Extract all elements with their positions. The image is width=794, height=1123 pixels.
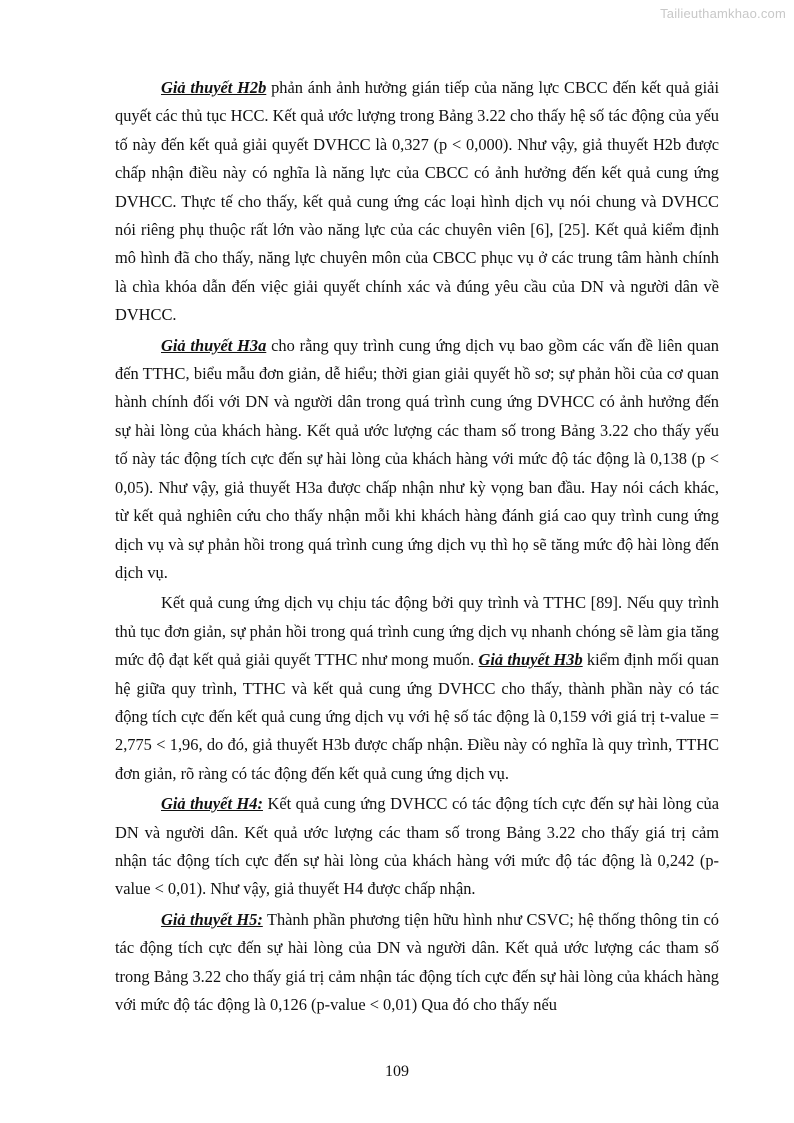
document-body: [115, 74, 719, 1021]
paragraph-body-text: kiểm định mối quan hệ giữa quy trình, TTHC và kết quả cung ứng DVHCC cho thấy, thành phần này có tác động tích cực đến kết quả cung ứng dịch vụ với hệ số tác động là 0,159 với giá trị t-value = 2,775 < 1,96, do đó, giả thuyết H3b được chấp nhận. Điều này có nghĩa là quy trình, TTHC đơn giản, rõ ràng có tác động đến kết quả cung ứng dịch vụ.: [115, 650, 719, 783]
paragraph-body-text: Kết quả cung ứng DVHCC có tác động tích cực đến sự hài lòng của DN và người dân. Kết quả ước lượng các tham số trong Bảng 3.22 cho thấy giá trị cảm nhận tác động tích cực đến sự hài lòng của khách hàng với mức độ tác động là 0,242 (p-value < 0,01). Như vậy, giả thuyết H4 được chấp nhận.: [115, 794, 719, 899]
paragraph-lead-text: Kết quả cung ứng dịch vụ chịu tác động bởi quy trình và TTHC [89]. Nếu quy trình thủ tục đơn giản, sự phản hồi trong quá trình cung ứng dịch vụ nhanh chóng sẽ làm gia tăng mức độ đạt kết quả giải quyết TTHC như mong muốn.: [115, 593, 719, 670]
watermark-text: Tailieuthamkhao.com: [660, 6, 786, 21]
paragraph-h3a: [115, 332, 719, 588]
hypothesis-label-h4: Giả thuyết H4:: [161, 794, 263, 814]
hypothesis-label-h3b: Giả thuyết H3b: [478, 650, 583, 670]
page-number: 109: [385, 1063, 409, 1080]
hypothesis-label-h3a: Giả thuyết H3a: [161, 335, 267, 355]
paragraph-h5: [115, 906, 719, 1020]
paragraph-body-text: cho rằng quy trình cung ứng dịch vụ bao gồm các vấn đề liên quan đến TTHC, biểu mẫu đơn giản, dễ hiểu; thời gian giải quyết hồ sơ; sự phản hồi của cơ quan hành chính đối với DN và người dân trong quá trình cung ứng DVHCC có ảnh hưởng đến sự hài lòng của khách hàng. Kết quả ước lượng các tham số trong Bảng 3.22 cho thấy yếu tố này tác động tích cực đến sự hài lòng của khách hàng với mức độ tác động là 0,138 (p < 0,05). Như vậy, giả thuyết H3a được chấp nhận như kỳ vọng ban đầu. Hay nói cách khác, từ kết quả nghiên cứu cho thấy nhận mỗi khi khách hàng đánh giá cao quy trình cung ứng dịch vụ và sự phản hồi trong quá trình cung ứng dịch vụ thì họ sẽ tăng mức độ hài lòng đến dịch vụ.: [115, 335, 720, 582]
paragraph-h3b: [115, 589, 719, 788]
hypothesis-label-h2b: Giả thuyết H2b: [161, 78, 267, 97]
paragraph-body-text: phản ánh ảnh hưởng gián tiếp của năng lực CBCC đến kết quả giải quyết các thủ tục HCC. Kết quả ước lượng trong Bảng 3.22 cho thấy hệ số tác động của yếu tố này đến kết quả giải quyết DVHCC là 0,327 (p < 0,000). Như vậy, giả thuyết H2b được chấp nhận điều này có nghĩa là năng lực của CBCC có ảnh hưởng đến kết quả cung ứng DVHCC. Thực tế cho thấy, kết quả cung ứng các loại hình dịch vụ nói chung và DVHCC nói riêng phụ thuộc rất lớn vào năng lực của các chuyên viên [6], [25]. Kết quả kiểm định mô hình đã cho thấy, năng lực chuyên môn của CBCC phục vụ ở các trung tâm hành chính là chìa khóa dẫn đến việc giải quyết chính xác và đúng yêu cầu của DN và người dân về DVHCC.: [115, 78, 719, 325]
hypothesis-label-h5: Giả thuyết H5:: [161, 909, 263, 929]
paragraph-h4: [115, 790, 719, 904]
paragraph-body-text: Thành phần phương tiện hữu hình như CSVC; hệ thống thông tin có tác động tích cực đến sự hài lòng của DN và người dân. Kết quả ước lượng các tham số trong Bảng 3.22 cho thấy giá trị cảm nhận tác động tích cực đến sự hài lòng của khách hàng với mức độ tác động là 0,126 (p-value < 0,01) Qua đó cho thấy nếu: [115, 909, 720, 1014]
paragraph-h2b: [115, 74, 719, 330]
